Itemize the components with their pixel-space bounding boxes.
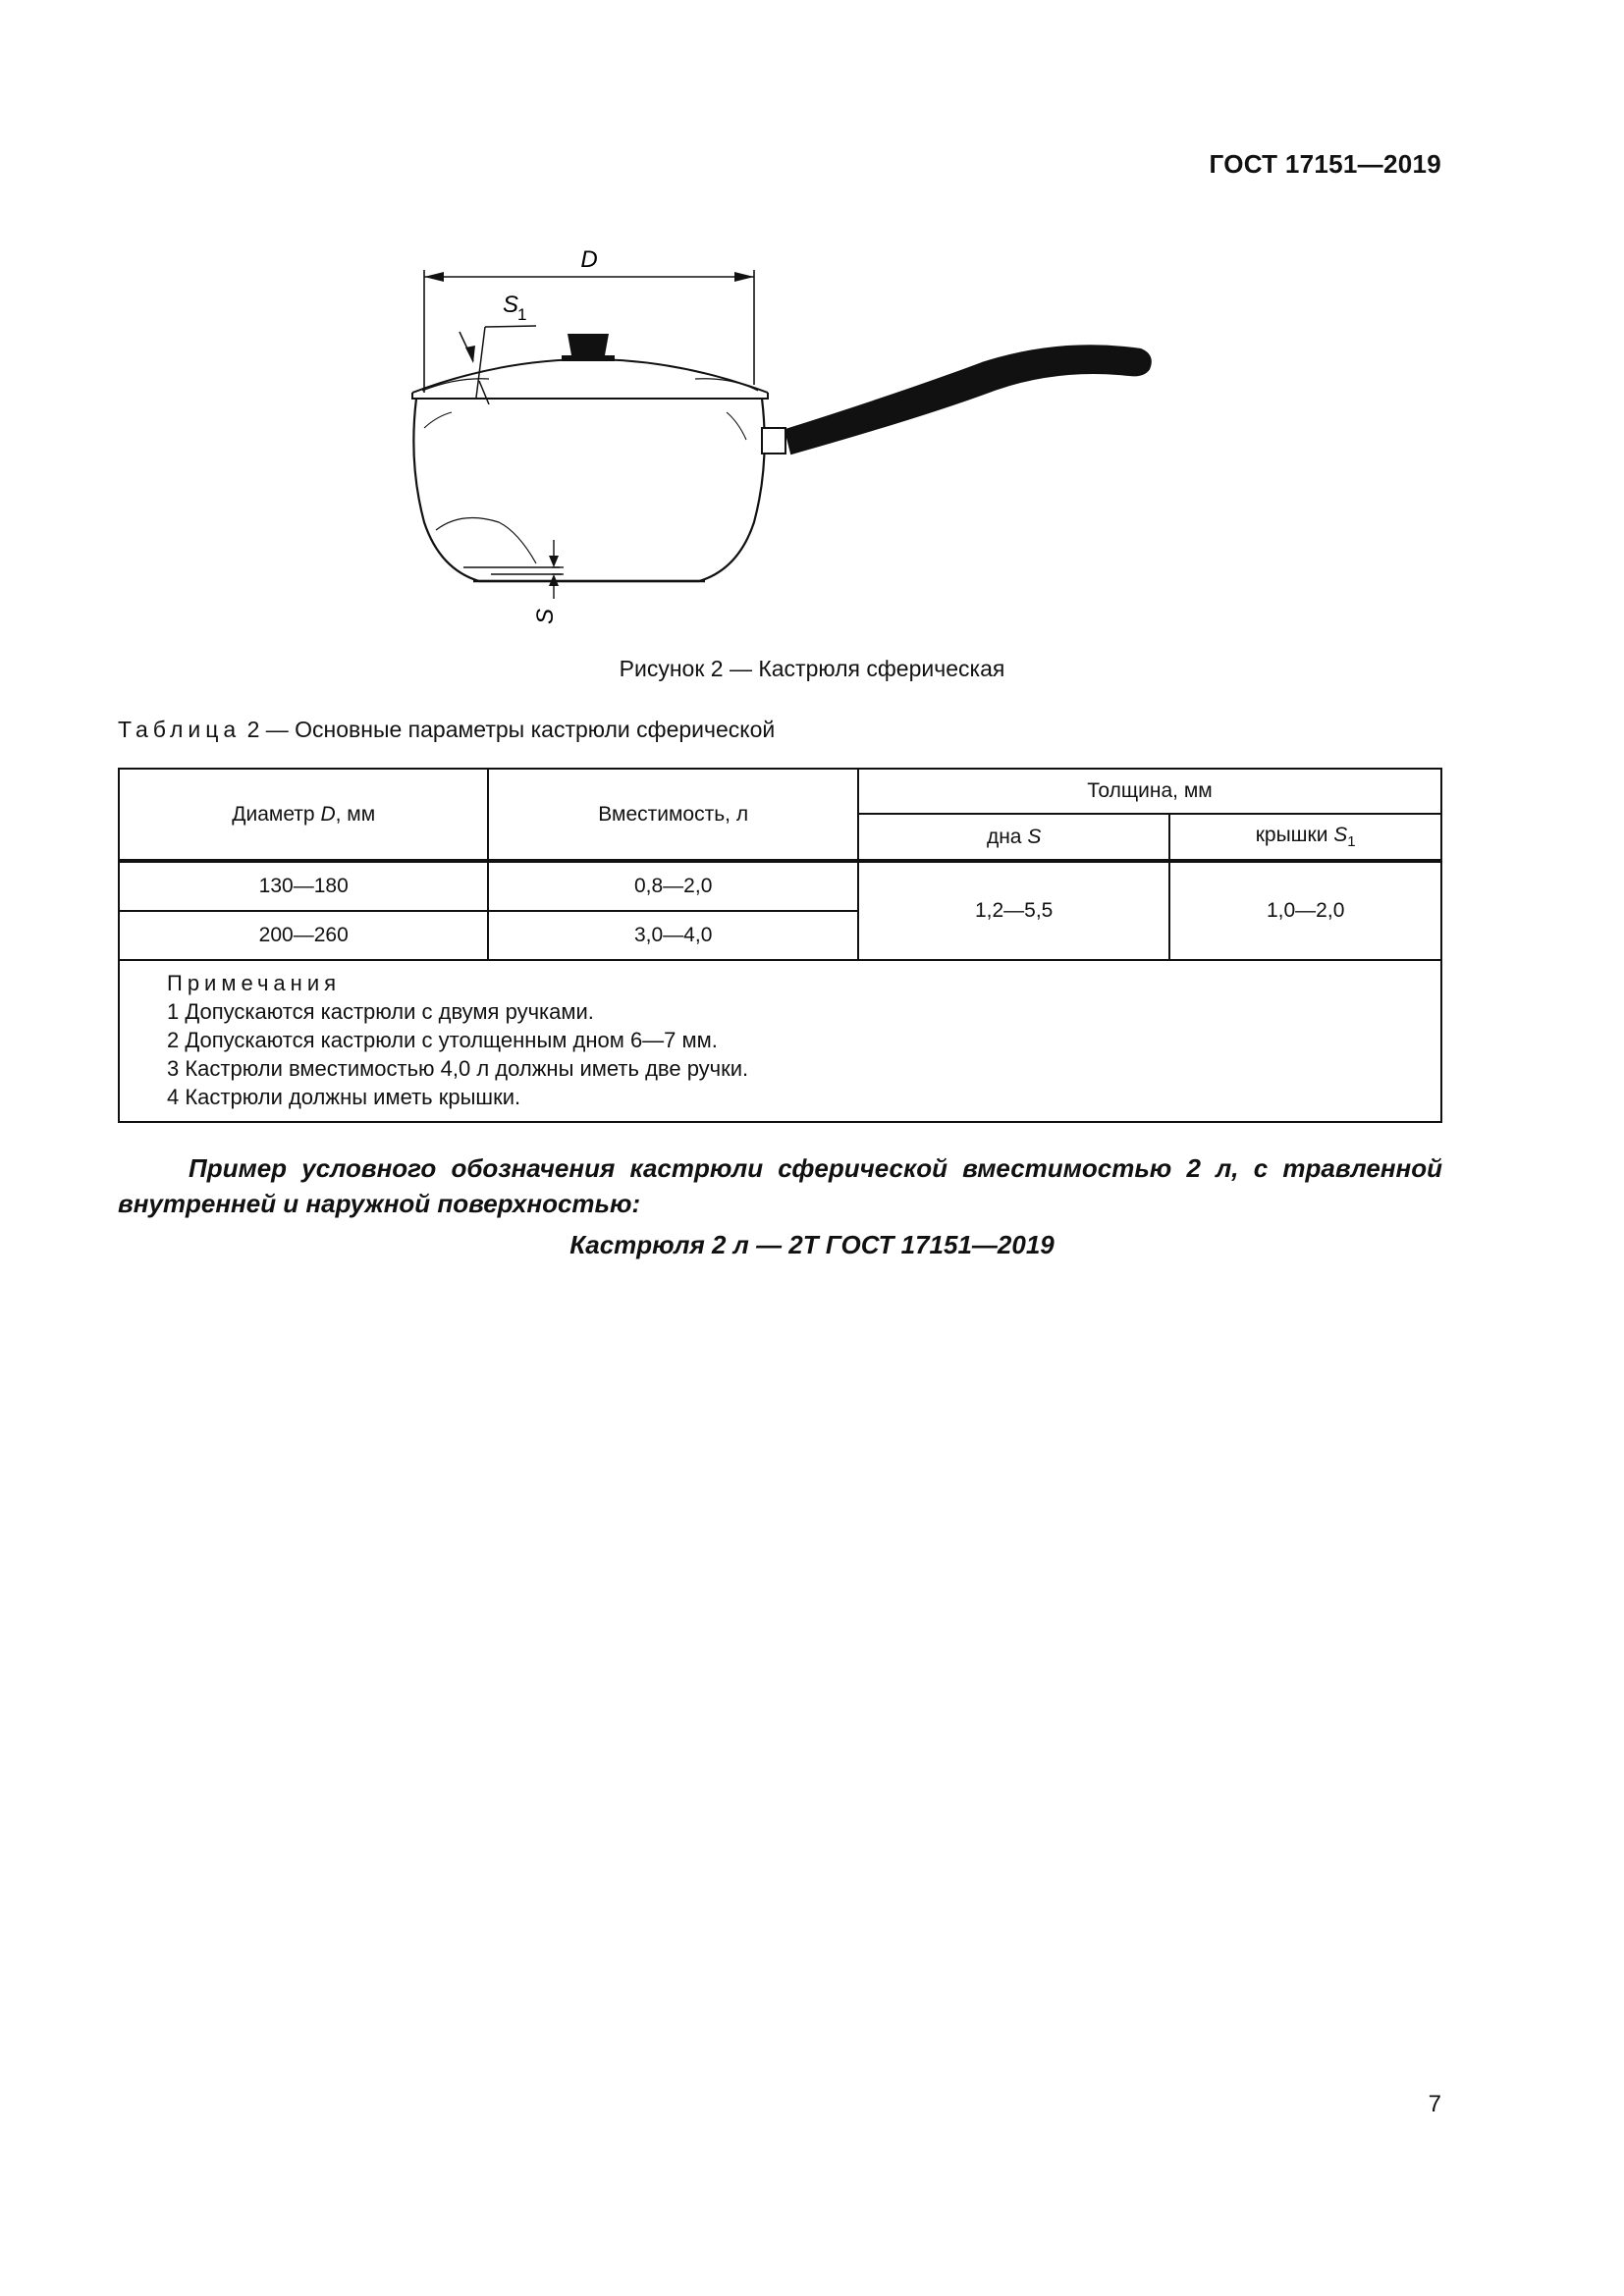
header-lid-var: S (1333, 824, 1348, 846)
table-title (118, 717, 775, 743)
label-s1: S (503, 292, 519, 318)
note-item: 2 Допускаются кастрюли с утолщенным дном 6—7 мм. (167, 1028, 718, 1052)
notes-title: Примечания (167, 971, 342, 995)
handle (785, 346, 1151, 454)
cell-capacity: 0,8—2,0 (488, 861, 858, 911)
cell-diameter: 130—180 (119, 861, 488, 911)
example-designation: Кастрюля 2 л — 2Т ГОСТ 17151—2019 (569, 1230, 1055, 1259)
s1-arrow-line-2 (479, 381, 489, 404)
table-row (119, 861, 1441, 911)
document-code: ГОСТ 17151—2019 (1209, 149, 1441, 179)
header-capacity: Вместимость, л (488, 769, 858, 861)
note-item: 3 Кастрюли вместимостью 4,0 л должны иметь две ручки. (167, 1056, 749, 1081)
pot-reflection-left (424, 412, 452, 428)
notes-cell (119, 960, 1441, 1122)
s1-leader-top (485, 326, 536, 327)
header-bottom (858, 814, 1169, 861)
note-item: 1 Допускаются кастрюли с двумя ручками. (167, 999, 594, 1024)
table-title-text: 2 — Основные параметры кастрюли сферической (241, 717, 776, 742)
header-lid-prefix: крышки (1255, 824, 1334, 846)
header-lid-sub: 1 (1347, 833, 1356, 850)
lid-highlight-right (695, 379, 758, 391)
cell-capacity: 3,0—4,0 (488, 911, 858, 960)
cell-diameter: 200—260 (119, 911, 488, 960)
s-arrow-top (549, 556, 559, 567)
lid-dome (412, 359, 768, 393)
bottom-cutaway-curve (436, 518, 536, 564)
pot-body (413, 399, 764, 581)
notes-row (119, 960, 1441, 1122)
note-item: 4 Кастрюли должны иметь крышки. (167, 1085, 521, 1109)
header-diameter-prefix: Диаметр (232, 802, 321, 826)
label-s: S (532, 608, 559, 625)
page-number: 7 (1428, 2091, 1441, 2117)
parameters-table (118, 768, 1442, 1123)
saucepan-drawing (0, 236, 1624, 648)
table-title-word: Таблица (118, 717, 242, 742)
header-diameter-unit: , мм (335, 802, 376, 826)
label-d: D (580, 246, 598, 273)
lid-rim (412, 393, 768, 399)
dimension-arrow-right (734, 272, 754, 282)
header-thickness: Толщина, мм (858, 769, 1441, 814)
cell-bottom-thickness: 1,2—5,5 (858, 861, 1169, 960)
s1-leader (476, 327, 485, 398)
header-diameter (119, 769, 488, 861)
handle-connector (762, 428, 785, 454)
saucepan-figure (0, 236, 1624, 648)
example-paragraph: Пример условного обозначения кастрюли сферической вместимостью 2 л, с травленной внутренней и наружной поверхностью: (118, 1153, 1442, 1218)
header-diameter-var: D (320, 802, 336, 826)
figure-caption: Рисунок 2 — Кастрюля сферическая (619, 656, 1005, 681)
label-s1-subscript: 1 (517, 305, 527, 324)
table-header-row (119, 769, 1441, 814)
header-bottom-var: S (1027, 825, 1042, 848)
dimension-arrow-left (424, 272, 444, 282)
lid-knob (568, 334, 609, 355)
cell-lid-thickness: 1,0—2,0 (1169, 861, 1441, 960)
header-lid (1169, 814, 1441, 861)
header-bottom-prefix: дна (986, 825, 1028, 848)
pot-reflection-right (727, 412, 746, 440)
